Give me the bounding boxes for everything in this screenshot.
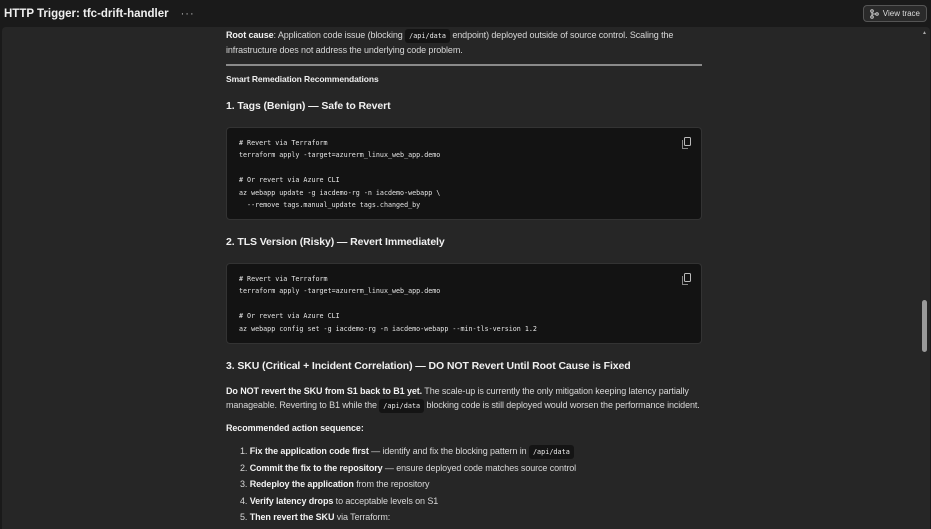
scroll-up-icon[interactable]: ▲ <box>922 30 927 36</box>
action-list <box>226 443 702 526</box>
bold: Redeploy the application <box>249 479 354 489</box>
page-title: HTTP Trigger: tfc-drift-handler <box>4 7 169 20</box>
num: 2. <box>240 462 248 473</box>
scrollbar[interactable] <box>921 27 929 529</box>
view-trace-button[interactable] <box>863 5 927 22</box>
text: : Application code issue (blocking <box>273 30 406 40</box>
list-item <box>240 443 702 460</box>
inline-code: /api/data <box>405 29 450 43</box>
list-item <box>240 509 702 526</box>
list-item <box>240 460 702 477</box>
num: 3. <box>240 479 248 489</box>
code-text: # Revert via Terraform terraform apply -target=azurerm_linux_web_app.demo # Or revert via Azure CLI az webapp config set -g iacdemo-rg -n iacdemo-webapp --min-tls-version 1.2 <box>239 275 537 333</box>
scrollbar-thumb[interactable] <box>922 300 927 352</box>
sku-paragraph <box>226 385 702 413</box>
code-text: # Revert via Terraform terraform apply -target=azurerm_linux_web_app.demo # Or revert via Azure CLI az webapp update -g iacdemo-rg -n iacdemo-webapp \ --remove tags.manual_update tags.changed_by <box>239 139 441 210</box>
text: — ensure deployed code matches source control <box>382 462 577 473</box>
copy-icon[interactable] <box>684 273 691 282</box>
divider <box>226 64 702 66</box>
text: from the repository <box>353 479 430 489</box>
bold: Commit the fix to the repository <box>249 462 383 473</box>
message-content <box>226 27 702 529</box>
header <box>0 0 931 27</box>
bold: Fix the application code first <box>249 446 369 456</box>
heading-sku: 3. SKU (Critical + Incident Correlation) — DO NOT Revert Until Root Cause is Fixed <box>226 360 631 372</box>
sku-warning: Do NOT revert the SKU from S1 back to B1 yet. <box>226 386 423 396</box>
view-trace-label: View trace <box>882 9 920 18</box>
text: blocking code is still deployed would worsen the performance incident. <box>424 399 700 410</box>
text: to acceptable levels on S1 <box>333 495 439 506</box>
heading-tags: 1. Tags (Benign) — Safe to Revert <box>226 100 391 112</box>
inline-code: /api/data <box>529 445 574 459</box>
trace-icon <box>870 9 879 19</box>
num: 1. <box>240 446 248 456</box>
sequence-label-text: Recommended action sequence: <box>226 423 364 433</box>
num: 4. <box>240 495 248 506</box>
text: via Terraform: <box>334 512 391 522</box>
code-block-tags <box>226 127 702 220</box>
chat-panel <box>2 27 930 529</box>
sequence-label <box>226 421 702 435</box>
code-block-tls <box>226 263 702 344</box>
bold: Then revert the SKU <box>249 512 335 522</box>
text: The scale-up is currently the only mitigation keeping latency partially manageable. Reverting to B1 while the <box>226 386 689 410</box>
list-item <box>240 476 702 493</box>
text: — identify and fix the blocking pattern in <box>368 446 529 456</box>
more-options-button[interactable]: ··· <box>180 7 195 20</box>
text: endpoint) deployed outside of source control. Scaling the infrastructure does not address the underlying code problem. <box>226 30 674 55</box>
copy-icon[interactable] <box>684 137 691 146</box>
root-cause-paragraph <box>226 28 702 57</box>
bold: Verify latency drops <box>249 495 334 506</box>
list-item <box>240 493 702 510</box>
root-cause-label: Root cause <box>226 30 274 40</box>
inline-code: /api/data <box>379 399 424 413</box>
section-heading: Smart Remediation Recommendations <box>226 74 379 84</box>
num: 5. <box>240 512 248 522</box>
heading-tls: 2. TLS Version (Risky) — Revert Immediately <box>226 236 445 248</box>
